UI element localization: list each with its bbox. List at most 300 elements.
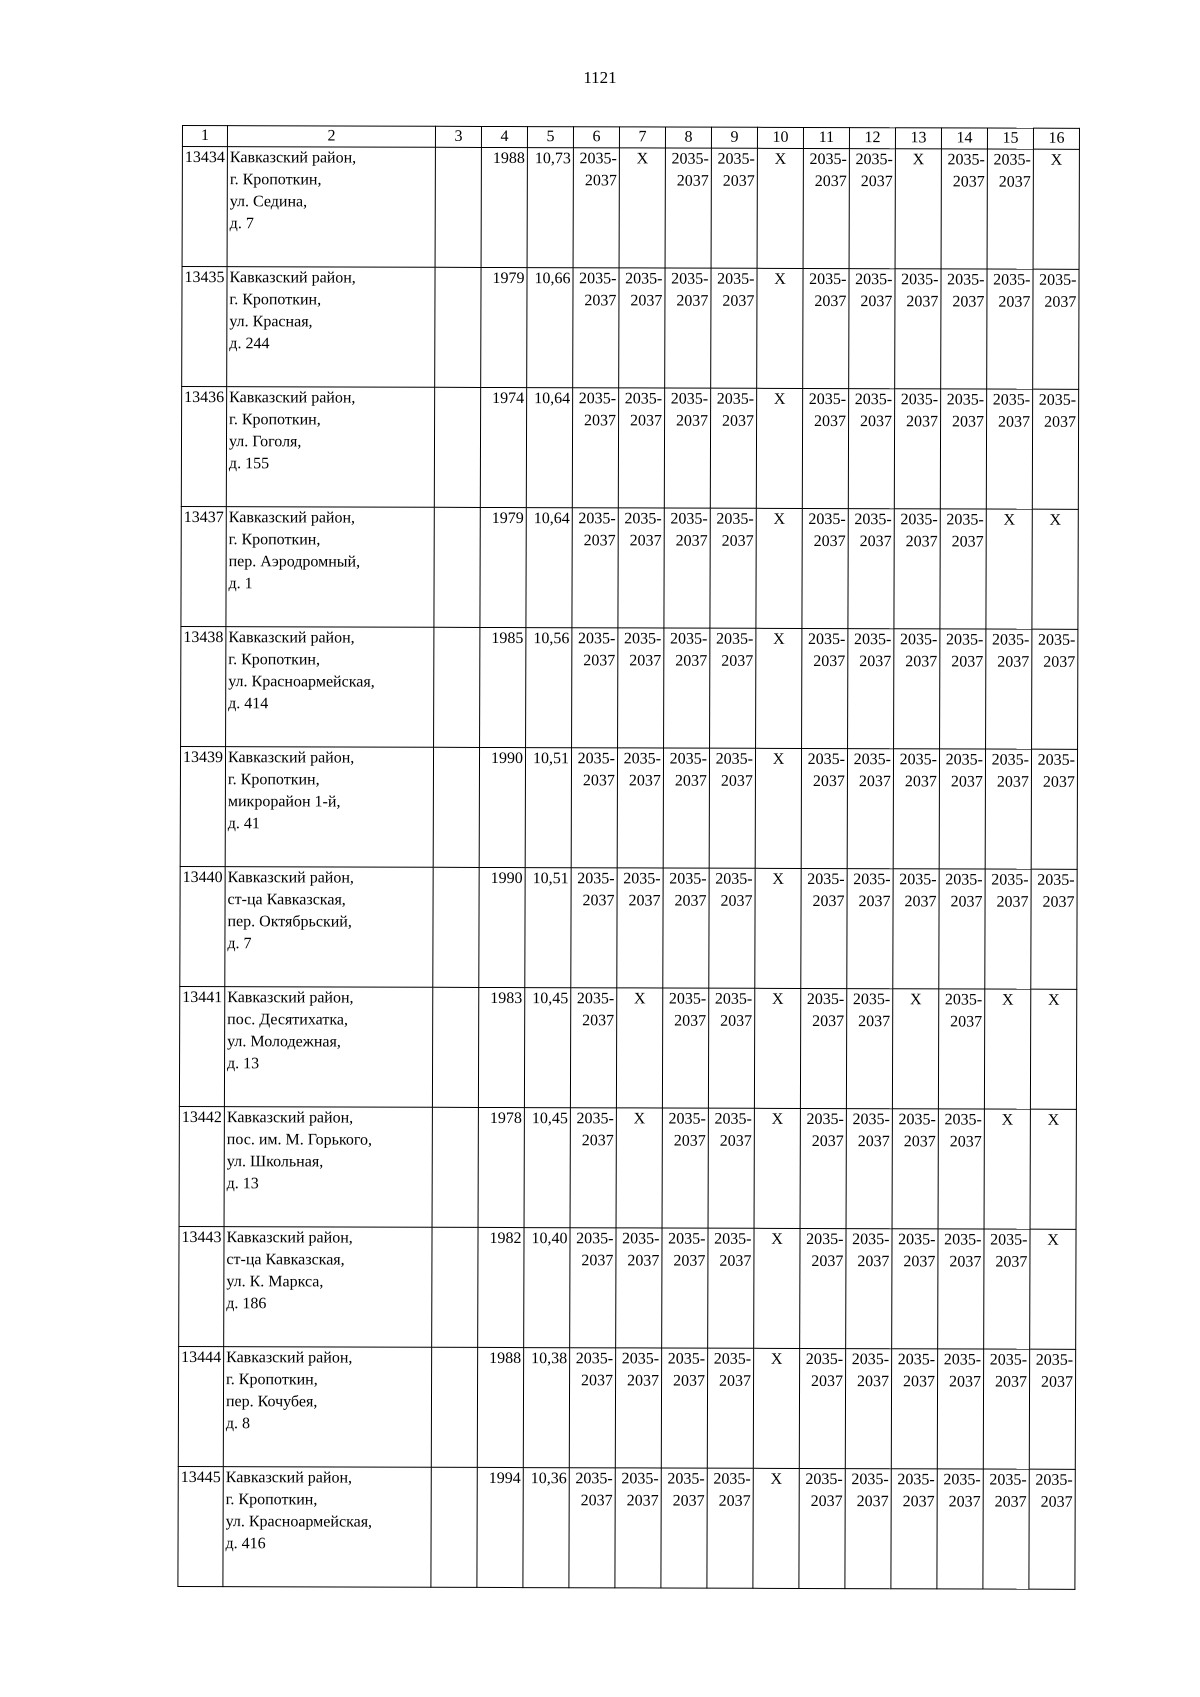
address-line: д. 416 <box>225 1535 266 1553</box>
table-body <box>178 147 1080 1590</box>
period-value: 2035- 2037 <box>621 1350 660 1390</box>
address-line: д. 13 <box>226 1175 259 1193</box>
row-number-cell: 13437 <box>181 506 226 626</box>
not-applicable-cell <box>984 1109 1030 1229</box>
empty-cell <box>434 627 480 747</box>
period-cell <box>984 1229 1030 1349</box>
period-value: 2035- 2037 <box>946 631 984 671</box>
period-value: 2035- 2037 <box>853 751 892 791</box>
period-cell <box>617 868 663 988</box>
period-cell <box>661 1348 707 1468</box>
column-number-header: 4 <box>481 126 527 147</box>
period-value: 2035- 2037 <box>716 630 754 670</box>
period-value: 2035- 2037 <box>668 1230 706 1270</box>
period-cell <box>570 988 616 1108</box>
address-line: г. Кропоткин, <box>225 1491 318 1509</box>
table-row <box>180 866 1077 989</box>
table-row <box>178 1346 1075 1469</box>
area-cell: 10,73 <box>527 148 573 268</box>
period-cell <box>572 508 618 628</box>
address-cell <box>224 987 432 1108</box>
period-value: 2035- 2037 <box>991 751 1030 791</box>
period-cell <box>1032 389 1078 509</box>
period-value: 2035- 2037 <box>901 271 939 311</box>
not-applicable-cell <box>616 1108 662 1228</box>
period-cell <box>1029 1469 1075 1589</box>
address-line: Кавказский район, <box>229 269 356 287</box>
not-applicable-cell <box>754 988 800 1108</box>
empty-cell <box>431 1467 477 1587</box>
not-applicable-cell <box>755 748 801 868</box>
period-value: 2035- 2037 <box>900 511 938 551</box>
period-value: 2035- 2037 <box>854 631 892 671</box>
address-line: Кавказский район, <box>225 1469 353 1487</box>
area-cell: 10,45 <box>524 1108 570 1228</box>
column-number-header: 13 <box>895 128 941 149</box>
address-line: Кавказский район, <box>227 749 355 767</box>
period-value: 2035- 2037 <box>714 990 753 1030</box>
period-cell <box>619 268 665 388</box>
period-cell <box>616 1228 662 1348</box>
address-line: д. 13 <box>227 1055 260 1073</box>
period-cell <box>1031 869 1077 989</box>
period-cell <box>847 749 893 869</box>
not-applicable-cell <box>756 508 802 628</box>
period-value: 2035- 2037 <box>670 510 708 550</box>
address-cell <box>225 867 433 988</box>
period-cell <box>709 868 755 988</box>
area-cell: 10,51 <box>525 868 571 988</box>
period-cell <box>893 749 939 869</box>
period-value: X <box>771 1110 784 1128</box>
period-value: X <box>773 510 786 528</box>
column-number-header: 6 <box>573 127 619 148</box>
address-cell <box>223 1467 431 1588</box>
period-cell <box>708 1228 754 1348</box>
period-cell <box>848 389 894 509</box>
address-line: д. 186 <box>226 1295 267 1313</box>
period-cell <box>708 1108 754 1228</box>
address-line: г. Кропоткин, <box>229 171 322 189</box>
period-value: 2035- 2037 <box>576 1110 614 1150</box>
period-value: X <box>770 1470 783 1488</box>
period-cell <box>891 1469 937 1589</box>
row-number-cell: 13440 <box>180 866 225 986</box>
period-value: 2035- 2037 <box>899 751 938 791</box>
not-applicable-cell <box>986 509 1032 629</box>
period-value: 2035- 2037 <box>1037 871 1075 911</box>
address-line: г. Кропоткин, <box>228 531 321 549</box>
not-applicable-cell <box>1032 509 1078 629</box>
table-row <box>179 1226 1076 1349</box>
address-line: ул. Красная, <box>229 313 313 331</box>
period-value: 2035- 2037 <box>947 151 985 191</box>
period-cell <box>664 508 710 628</box>
period-cell <box>1033 269 1079 389</box>
period-value: 2035- 2037 <box>992 391 1031 431</box>
period-value: 2035- 2037 <box>944 991 983 1031</box>
period-value: 2035- 2037 <box>946 511 984 551</box>
period-value: X <box>1001 1111 1014 1129</box>
period-cell <box>662 1108 708 1228</box>
year-cell: 1979 <box>480 507 526 627</box>
area-cell: 10,64 <box>526 508 572 628</box>
empty-cell <box>434 387 480 507</box>
empty-cell <box>432 1227 478 1347</box>
period-value: 2035- 2037 <box>622 1230 660 1270</box>
period-value: X <box>771 1230 783 1248</box>
empty-cell <box>433 747 479 867</box>
year-cell: 1990 <box>479 867 525 987</box>
period-cell <box>617 748 663 868</box>
period-cell <box>986 629 1032 749</box>
empty-cell <box>435 267 481 387</box>
period-value: 2035- 2037 <box>898 1231 936 1271</box>
address-cell <box>223 1347 431 1468</box>
table-row <box>178 1466 1075 1589</box>
table-row <box>180 746 1077 869</box>
period-value: 2035- 2037 <box>809 270 847 311</box>
not-applicable-cell <box>895 149 941 269</box>
period-value: 2035- 2037 <box>669 870 707 910</box>
year-cell: 1983 <box>478 987 524 1107</box>
period-value: 2035- 2037 <box>943 1471 981 1511</box>
row-number-cell: 13438 <box>181 626 226 746</box>
address-line: Кавказский район, <box>226 1349 353 1367</box>
period-value: X <box>774 270 786 288</box>
period-value: 2035- 2037 <box>897 1471 935 1511</box>
column-number-header: 7 <box>619 127 665 148</box>
address-line: Кавказский район, <box>226 1229 353 1247</box>
period-cell <box>662 1228 708 1348</box>
area-cell: 10,38 <box>523 1348 569 1468</box>
address-line: г. Кропоткин, <box>226 1371 318 1389</box>
period-value: 2035- 2037 <box>853 871 891 911</box>
address-cell <box>227 147 435 268</box>
period-value: 2035- 2037 <box>851 1471 889 1511</box>
period-cell <box>662 988 708 1108</box>
period-value: 2035- 2037 <box>900 631 938 671</box>
period-value: X <box>773 630 785 648</box>
period-value: 2035- 2037 <box>855 271 893 311</box>
column-number-row <box>182 126 1079 150</box>
period-cell <box>892 1229 938 1349</box>
period-cell <box>1032 629 1078 749</box>
period-value: 2035- 2037 <box>851 1351 890 1391</box>
address-line: д. 244 <box>229 335 270 353</box>
period-cell <box>569 1348 615 1468</box>
period-value: 2035- 2037 <box>807 870 845 911</box>
period-value: 2035- 2037 <box>992 631 1030 671</box>
not-applicable-cell <box>619 148 665 268</box>
year-cell: 1974 <box>480 387 526 507</box>
row-number-cell: 13443 <box>179 1226 224 1346</box>
period-value: X <box>774 150 787 168</box>
period-cell <box>615 1348 661 1468</box>
period-value: X <box>772 750 785 768</box>
period-value: 2035- 2037 <box>671 150 709 190</box>
address-line: ул. Красноармейская, <box>228 673 375 691</box>
period-value: 2035- 2037 <box>993 151 1031 191</box>
address-cell <box>224 1107 432 1228</box>
period-value: 2035- 2037 <box>1035 1351 1074 1391</box>
period-cell <box>708 988 754 1108</box>
address-line: д. 7 <box>227 935 252 953</box>
period-value: 2035- 2037 <box>715 750 754 790</box>
period-cell <box>573 268 619 388</box>
period-value: 2035- 2037 <box>621 1470 659 1510</box>
not-applicable-cell <box>757 148 803 268</box>
period-cell <box>618 628 664 748</box>
period-value: 2035- 2037 <box>576 990 615 1030</box>
row-number-cell: 13439 <box>180 746 225 866</box>
period-cell <box>663 748 709 868</box>
period-value: 2035- 2037 <box>667 1350 706 1390</box>
row-number-cell: 13435 <box>182 267 227 387</box>
column-number-header: 2 <box>227 126 435 148</box>
period-value: 2035- 2037 <box>1037 751 1076 791</box>
period-value: 2035- 2037 <box>854 391 893 431</box>
period-cell <box>983 1349 1029 1469</box>
period-cell <box>803 148 849 268</box>
column-number-header: 15 <box>987 128 1033 149</box>
empty-cell <box>435 147 481 267</box>
period-value: 2035- 2037 <box>898 1111 936 1151</box>
period-value: 2035- 2037 <box>944 1231 982 1271</box>
address-line: ул. К. Маркса, <box>226 1273 324 1291</box>
housing-registry-table <box>177 125 1080 1590</box>
period-cell <box>846 1109 892 1229</box>
period-value: 2035- 2037 <box>671 270 709 310</box>
period-value: 2035- 2037 <box>714 1230 752 1270</box>
address-line: г. Кропоткин, <box>228 651 321 669</box>
address-line: ул. Гоголя, <box>228 433 302 451</box>
address-cell <box>225 747 433 868</box>
period-cell <box>665 268 711 388</box>
area-cell: 10,51 <box>525 748 571 868</box>
period-cell <box>710 388 756 508</box>
period-cell <box>983 1469 1029 1589</box>
period-value: 2035- 2037 <box>667 1470 705 1510</box>
period-value: 2035- 2037 <box>1038 391 1077 431</box>
period-value: X <box>633 1110 646 1128</box>
period-value: 2035- 2037 <box>947 271 985 311</box>
period-value: X <box>633 990 646 1008</box>
period-value: 2035- 2037 <box>900 391 939 431</box>
address-line: ст-ца Кавказская, <box>226 1251 345 1269</box>
period-value: 2035- 2037 <box>670 630 708 670</box>
address-line: Кавказский район, <box>226 1109 354 1127</box>
period-value: 2035- 2037 <box>897 1351 936 1391</box>
period-cell <box>845 1469 891 1589</box>
period-cell <box>707 1468 753 1588</box>
address-line: Кавказский район, <box>228 629 355 647</box>
period-value: 2035- 2037 <box>623 870 661 910</box>
period-value: 2035- 2037 <box>946 391 985 431</box>
address-line: пер. Аэродромный, <box>228 553 361 571</box>
address-line: д. 8 <box>225 1415 251 1433</box>
period-cell <box>846 1229 892 1349</box>
area-cell: 10,66 <box>527 268 573 388</box>
period-value: 2035- 2037 <box>945 871 983 911</box>
address-line: ул. Седина, <box>229 193 308 211</box>
period-cell <box>802 388 848 508</box>
period-cell <box>986 389 1032 509</box>
period-value: 2035- 2037 <box>577 750 616 790</box>
period-cell <box>937 1469 983 1589</box>
period-value: X <box>770 1350 783 1368</box>
period-cell <box>571 868 617 988</box>
year-cell: 1990 <box>479 747 525 867</box>
table-row <box>181 506 1078 629</box>
period-value: X <box>909 991 922 1009</box>
period-cell <box>939 749 985 869</box>
column-number-header: 3 <box>435 126 481 147</box>
period-cell <box>891 1349 937 1469</box>
area-cell: 10,64 <box>526 388 572 508</box>
address-line: Кавказский район, <box>227 869 354 887</box>
period-value: 2035- 2037 <box>944 1111 982 1151</box>
period-value: X <box>1049 511 1062 529</box>
period-value: 2035- 2037 <box>670 390 709 430</box>
period-cell <box>799 1468 845 1588</box>
address-line: пос. им. М. Горького, <box>226 1131 373 1149</box>
empty-cell <box>431 1347 477 1467</box>
period-cell <box>711 268 757 388</box>
period-value: 2035- 2037 <box>577 870 615 910</box>
period-cell <box>618 508 664 628</box>
period-cell <box>893 869 939 989</box>
address-line: пер. Октябрьский, <box>227 913 352 931</box>
period-cell <box>664 388 710 508</box>
period-value: X <box>771 990 784 1008</box>
not-applicable-cell <box>754 1108 800 1228</box>
period-value: X <box>772 870 784 888</box>
period-value: X <box>1003 511 1016 529</box>
period-value: 2035- 2037 <box>808 630 846 671</box>
period-cell <box>985 749 1031 869</box>
area-cell: 10,36 <box>523 1468 569 1588</box>
address-line: пос. Десятихатка, <box>227 1011 349 1029</box>
period-cell <box>800 988 846 1108</box>
period-value: X <box>1047 1111 1060 1129</box>
column-number-header: 10 <box>757 127 803 148</box>
period-value: 2035- 2037 <box>578 510 616 550</box>
address-line: микрорайон 1-й, <box>227 793 341 811</box>
address-line: д. 414 <box>228 695 269 713</box>
table-row <box>182 267 1079 390</box>
address-line: г. Кропоткин, <box>227 771 320 789</box>
address-cell <box>224 1227 432 1348</box>
period-value: 2035- 2037 <box>807 750 846 791</box>
column-number-header: 16 <box>1033 128 1079 149</box>
year-cell: 1988 <box>481 147 527 267</box>
address-cell <box>226 387 434 508</box>
period-cell <box>940 629 986 749</box>
period-cell <box>941 269 987 389</box>
period-value: 2035- 2037 <box>808 390 847 431</box>
not-applicable-cell <box>984 989 1030 1109</box>
period-value: X <box>912 151 925 169</box>
period-cell <box>987 269 1033 389</box>
period-value: 2035- 2037 <box>713 1470 751 1510</box>
address-line: Кавказский район, <box>228 509 356 527</box>
period-value: 2035- 2037 <box>806 990 845 1031</box>
row-number-cell: 13436 <box>181 387 226 507</box>
column-number-header: 9 <box>711 127 757 148</box>
period-value: 2035- 2037 <box>715 870 753 910</box>
year-cell: 1978 <box>478 1107 524 1227</box>
period-cell <box>846 989 892 1109</box>
period-cell <box>661 1468 707 1588</box>
not-applicable-cell <box>616 988 662 1108</box>
period-value: 2035- 2037 <box>575 1470 613 1510</box>
period-cell <box>801 748 847 868</box>
period-cell <box>847 869 893 989</box>
table-row <box>181 626 1078 749</box>
period-cell <box>711 148 757 268</box>
period-cell <box>849 269 895 389</box>
period-value: 2035- 2037 <box>945 751 984 791</box>
period-cell <box>802 508 848 628</box>
period-value: 2035- 2037 <box>1038 631 1076 671</box>
period-cell <box>939 869 985 989</box>
period-value: 2035- 2037 <box>899 871 937 911</box>
address-line: д. 41 <box>227 815 260 833</box>
period-value: 2035- 2037 <box>579 150 617 190</box>
period-value: 2035- 2037 <box>716 510 754 550</box>
period-value: 2035- 2037 <box>1035 1471 1073 1511</box>
period-value: X <box>1047 1231 1059 1249</box>
not-applicable-cell <box>1033 149 1079 269</box>
address-line: ст-ца Кавказская, <box>227 891 346 909</box>
period-value: 2035- 2037 <box>669 750 708 790</box>
period-cell <box>570 1228 616 1348</box>
not-applicable-cell <box>1030 1109 1076 1229</box>
address-line: г. Кропоткин, <box>229 411 321 429</box>
period-value: 2035- 2037 <box>809 150 847 191</box>
period-value: 2035- 2037 <box>716 390 755 430</box>
period-cell <box>803 268 849 388</box>
not-applicable-cell <box>754 1228 800 1348</box>
period-value: X <box>1047 991 1060 1009</box>
period-cell <box>895 269 941 389</box>
year-cell: 1994 <box>477 1467 523 1587</box>
address-line: пер. Кочубея, <box>225 1393 318 1411</box>
table-row <box>182 147 1079 270</box>
period-value: 2035- 2037 <box>989 1351 1028 1391</box>
period-cell <box>938 989 984 1109</box>
period-value: 2035- 2037 <box>624 630 662 670</box>
period-cell <box>569 1468 615 1588</box>
period-value: 2035- 2037 <box>579 270 617 310</box>
address-line: Кавказский район, <box>229 149 357 167</box>
year-cell: 1985 <box>480 627 526 747</box>
period-cell <box>1029 1349 1075 1469</box>
address-line: д. 7 <box>229 215 254 233</box>
row-number-cell: 13444 <box>178 1346 223 1466</box>
period-value: X <box>636 150 649 168</box>
not-applicable-cell <box>756 388 802 508</box>
period-cell <box>894 389 940 509</box>
area-cell: 10,40 <box>524 1228 570 1348</box>
empty-cell <box>432 987 478 1107</box>
period-cell <box>987 149 1033 269</box>
area-cell: 10,45 <box>524 988 570 1108</box>
period-value: 2035- 2037 <box>808 510 846 551</box>
period-cell <box>618 388 664 508</box>
period-cell <box>940 509 986 629</box>
